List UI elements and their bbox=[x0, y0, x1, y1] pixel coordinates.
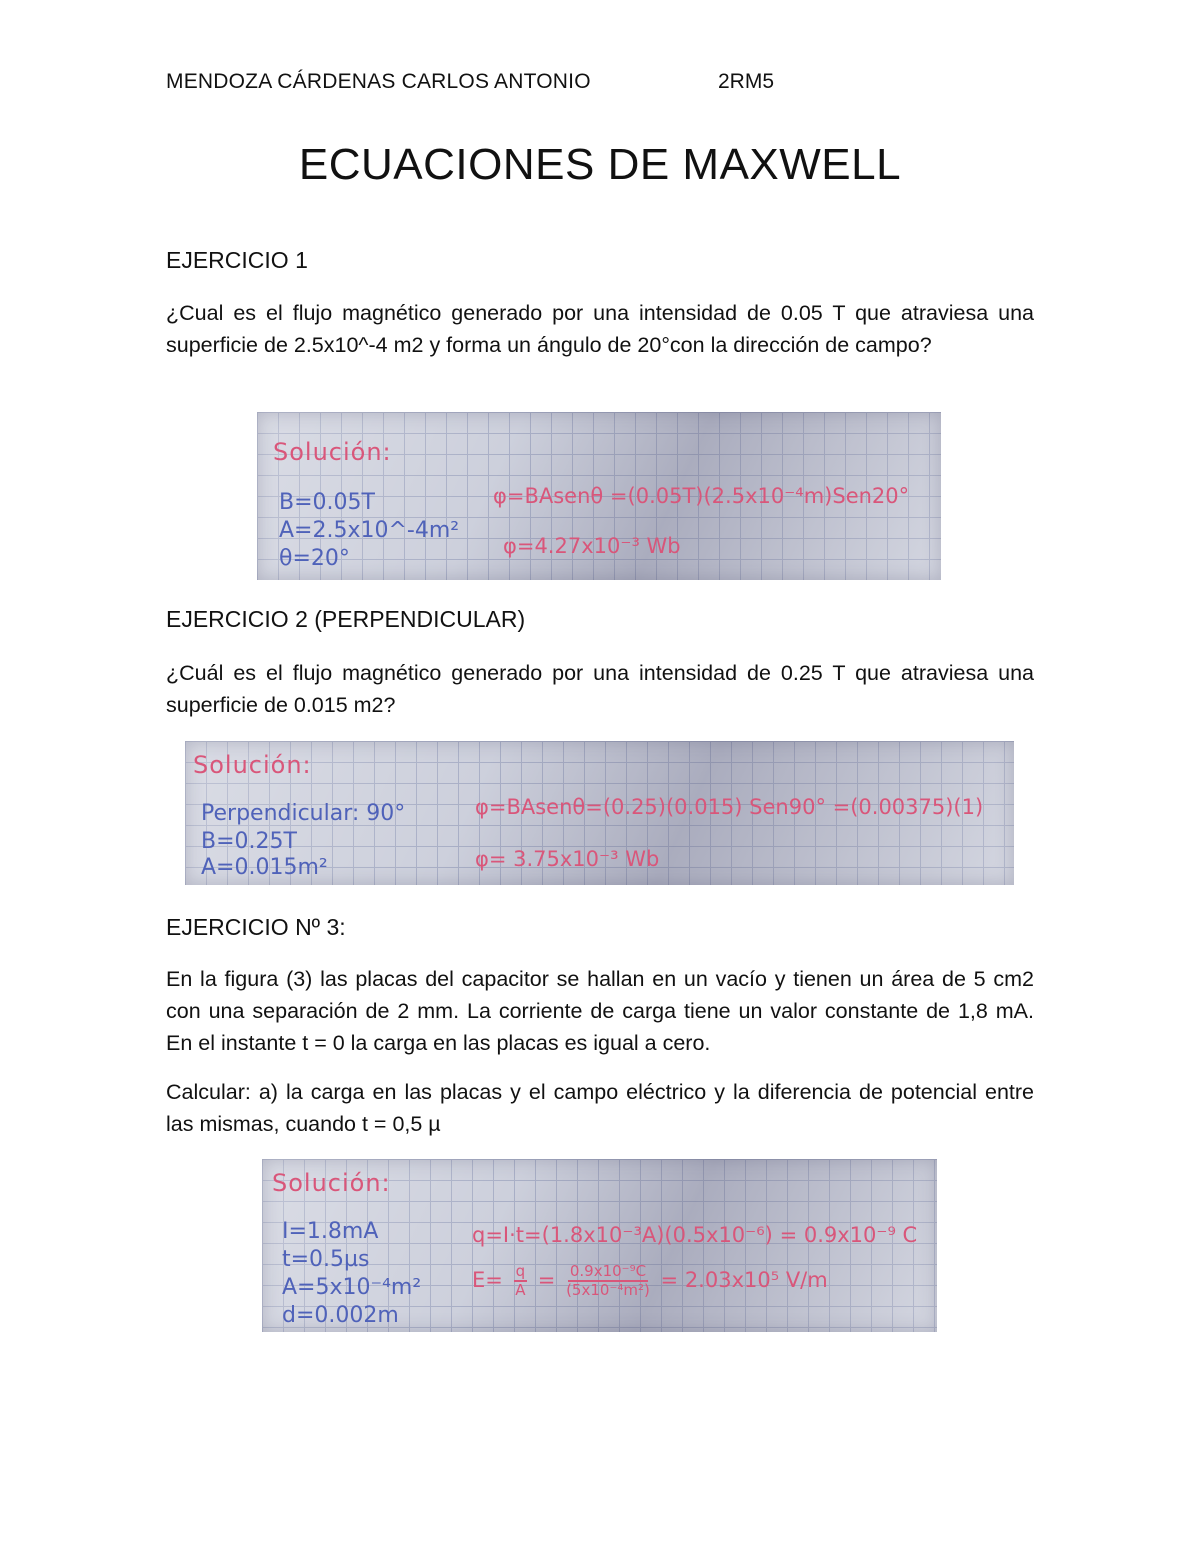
exercise-1-question: ¿Cual es el flujo magnético generado por una intensidad de 0.05 T que atraviesa una superficie de 2.5x10^-4 m2 y forma un ángulo de 20°con la dirección de campo? bbox=[166, 301, 1034, 357]
fraction-numerator: q bbox=[515, 1262, 526, 1280]
solution-label: Solución: bbox=[272, 1169, 391, 1197]
formula: φ=BAsenθ=(0.25)(0.015) Sen90° =(0.00375)(1) bbox=[475, 795, 984, 819]
given-value: I=1.8mA bbox=[282, 1219, 379, 1244]
given-value: t=0.5µs bbox=[282, 1247, 370, 1272]
exercise-3-paragraph-1: En la figura (3) las placas del capacitor se hallan en un vacío y tienen un área de 5 cm2 con una separación de 2 mm. La corriente de carga tiene un valor constante de 1,8 mA. En el instante t = 0 la carga en las placas es igual a cero. bbox=[166, 967, 1034, 1055]
given-value: B=0.25T bbox=[201, 829, 297, 854]
exercise-1-solution-photo bbox=[257, 412, 941, 580]
given-value: A=2.5x10^-4m² bbox=[279, 518, 460, 543]
field-lhs: E= bbox=[472, 1268, 503, 1292]
solution-label: Solución: bbox=[193, 751, 312, 779]
exercise-1-heading: EJERCICIO 1 bbox=[166, 247, 308, 273]
result: φ=4.27x10⁻³ Wb bbox=[503, 534, 681, 558]
exercise-3-heading: EJERCICIO Nº 3: bbox=[166, 914, 346, 940]
result: φ= 3.75x10⁻³ Wb bbox=[475, 847, 660, 871]
given-value: A=5x10⁻⁴m² bbox=[282, 1275, 422, 1300]
charge-formula-text: q=I·t=(1.8x10⁻³A)(0.5x10⁻⁶) bbox=[472, 1223, 773, 1247]
author-name: MENDOZA CÁRDENAS CARLOS ANTONIO bbox=[166, 70, 591, 93]
exercise-2-question: ¿Cuál es el flujo magnético generado por una intensidad de 0.25 T que atraviesa una superficie de 0.015 m2? bbox=[166, 661, 1034, 717]
exercise-3-paragraph-2: Calcular: a) la carga en las placas y el campo eléctrico y la diferencia de potencial entre las mismas, cuando t = 0,5 µ bbox=[166, 1080, 1034, 1136]
given-value: θ=20° bbox=[279, 546, 350, 571]
fraction-numerator: 0.9x10⁻⁹C bbox=[569, 1262, 647, 1280]
page-title: ECUACIONES DE MAXWELL bbox=[298, 140, 902, 189]
given-value: A=0.015m² bbox=[201, 855, 328, 880]
formula: φ=BAsenθ =(0.05T)(2.5x10⁻⁴m)Sen20° bbox=[493, 484, 910, 508]
field-formula: E= $\frac{q}{A}$ = $\frac{\text{0.9x10⁻⁹C}}{\text{(5x10⁻⁴m²)}}$ = 2.03x10⁵ V/m bbox=[472, 1262, 828, 1299]
fraction-denominator: (5x10⁻⁴m²) bbox=[566, 1281, 650, 1299]
solution-label: Solución: bbox=[273, 438, 392, 466]
charge-result: = 0.9x10⁻⁹ C bbox=[779, 1223, 918, 1247]
fraction-values bbox=[566, 1263, 650, 1299]
exercise-2-heading: EJERCICIO 2 (PERPENDICULAR) bbox=[166, 606, 526, 632]
given-value: d=0.002m bbox=[282, 1303, 399, 1328]
charge-formula bbox=[472, 1223, 917, 1247]
fraction-q-over-a bbox=[514, 1263, 528, 1299]
exercise-2-solution-photo bbox=[185, 741, 1014, 885]
group-code: 2RM5 bbox=[718, 70, 775, 93]
fraction-denominator: A bbox=[515, 1281, 526, 1299]
field-result: = 2.03x10⁵ V/m bbox=[660, 1268, 828, 1292]
exercise-3-solution-photo bbox=[262, 1159, 937, 1332]
given-value: Perpendicular: 90° bbox=[201, 801, 406, 826]
given-value: B=0.05T bbox=[279, 490, 375, 515]
